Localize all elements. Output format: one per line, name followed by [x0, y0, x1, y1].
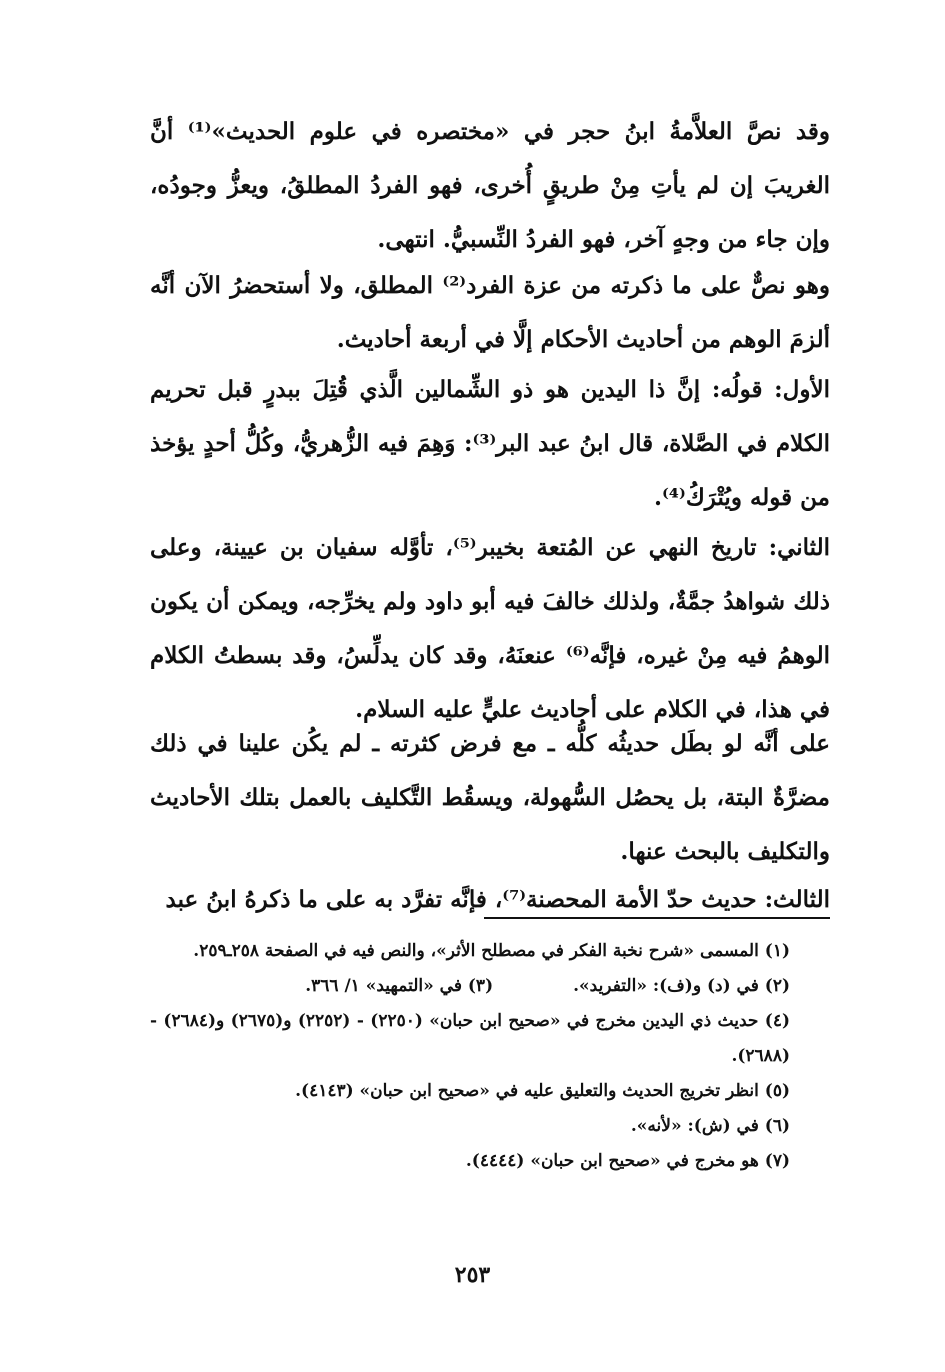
footnote-divider — [484, 917, 830, 919]
footnote-2: (٢) في (د) و(ف): «التفريد». — [573, 976, 790, 996]
paragraph-remark: على أنَّه لو بطَل حديثُه كلُّه ـ مع فرض كثرته ـ لم يكُن علينا في ذلك مضرَّةٌ البتة، بل يحصُل السُّهولة، ويسقُط التَّكليف بالعمل بتلك الأحاديث والتكليف بالبحث عنها. — [150, 730, 830, 865]
footnote-5: (٥) انظر تخريج الحديث والتعليق عليه في «صحيح ابن حبان» (٤١٤٣). — [295, 1081, 790, 1101]
footnote-1: (١) المسمى «شرح نخبة الفكر في مصطلح الأثر»، والنص فيه في الصفحة ٢٥٨ـ٢٥٩. — [193, 941, 790, 961]
paragraph-second: الثاني: تاريخ النهي عن المُتعة بخيبر⁽⁵⁾، تأوَّله سفيان بن عيينة، وعلى ذلك شواهدُ جمَّةٌ، ولذلك خالفَ فيه أبو داود ولم يخرِّجه، ويمكن أن يكون الوهمُ فيه مِنْ غيره، فإنَّه⁽⁶⁾ عنعنَهُ، وقد كان يدلِّسُ، وقد بسطتُ الكلام في هذا، في الكلام على أحاديث عليٍّ عليه السلام. — [150, 534, 830, 723]
paragraph-statement: وهو نصٌّ على ما ذكرته من عزة الفرد⁽²⁾ المطلق، ولا أستحضرُ الآن أنَّه ألزمَ الوهم من أحاديث الأحكام إلَّا في أربعة أحاديث. — [150, 272, 831, 353]
footnote-4: (٤) حديث ذي اليدين مخرج في «صحيح ابن حبان» (٢٢٥٠) - (٢٢٥٢) و(٢٦٧٥) و(٢٦٨٤) - (٢٦٨٨). — [150, 1011, 791, 1066]
paragraph-first: الأول: قولُه: إنَّ ذا اليدين هو ذو الشِّمالين الَّذي قُتِلَ ببدرٍ قبل تحريم الكلام في الصَّلاة، قال ابنُ عبد البر⁽³⁾: وَهِمَ فيه الزُّهريُّ، وكُلُّ أحدٍ يؤخذ من قوله ويُتْرَكُ⁽⁴⁾. — [150, 376, 830, 511]
footnote-6: (٦) في (ش): «لأنه». — [630, 1116, 790, 1136]
footnotes — [150, 934, 830, 1179]
footnote-row-2-3 — [150, 969, 830, 1004]
paragraph-intro: وقد نصَّ العلاَّمةُ ابنُ حجر في «مختصره في علوم الحديث»⁽¹⁾ أنَّ الغريبَ إن لم يأتِ مِنْ طريقٍ أُخرى، فهو الفردُ المطلقُ، ويعزُّ وجودُه، وإن جاء من وجهٍ آخر، فهو الفردُ النِّسبيُّ. انتهى. — [150, 118, 830, 253]
footnote-7: (٧) هو مخرج في «صحيح ابن حبان» (٤٤٤٤). — [465, 1151, 790, 1171]
page-number: ٢٥٣ — [454, 1262, 491, 1288]
footnote-3: (٣) في «التمهيد» ١/ ٣٦٦. — [305, 976, 494, 996]
paragraph-third: الثالث: حديث حدّ الأمة المحصنة⁽⁷⁾، فإنَّه تفرَّد به على ما ذكرهُ ابنُ عبد — [165, 886, 830, 913]
